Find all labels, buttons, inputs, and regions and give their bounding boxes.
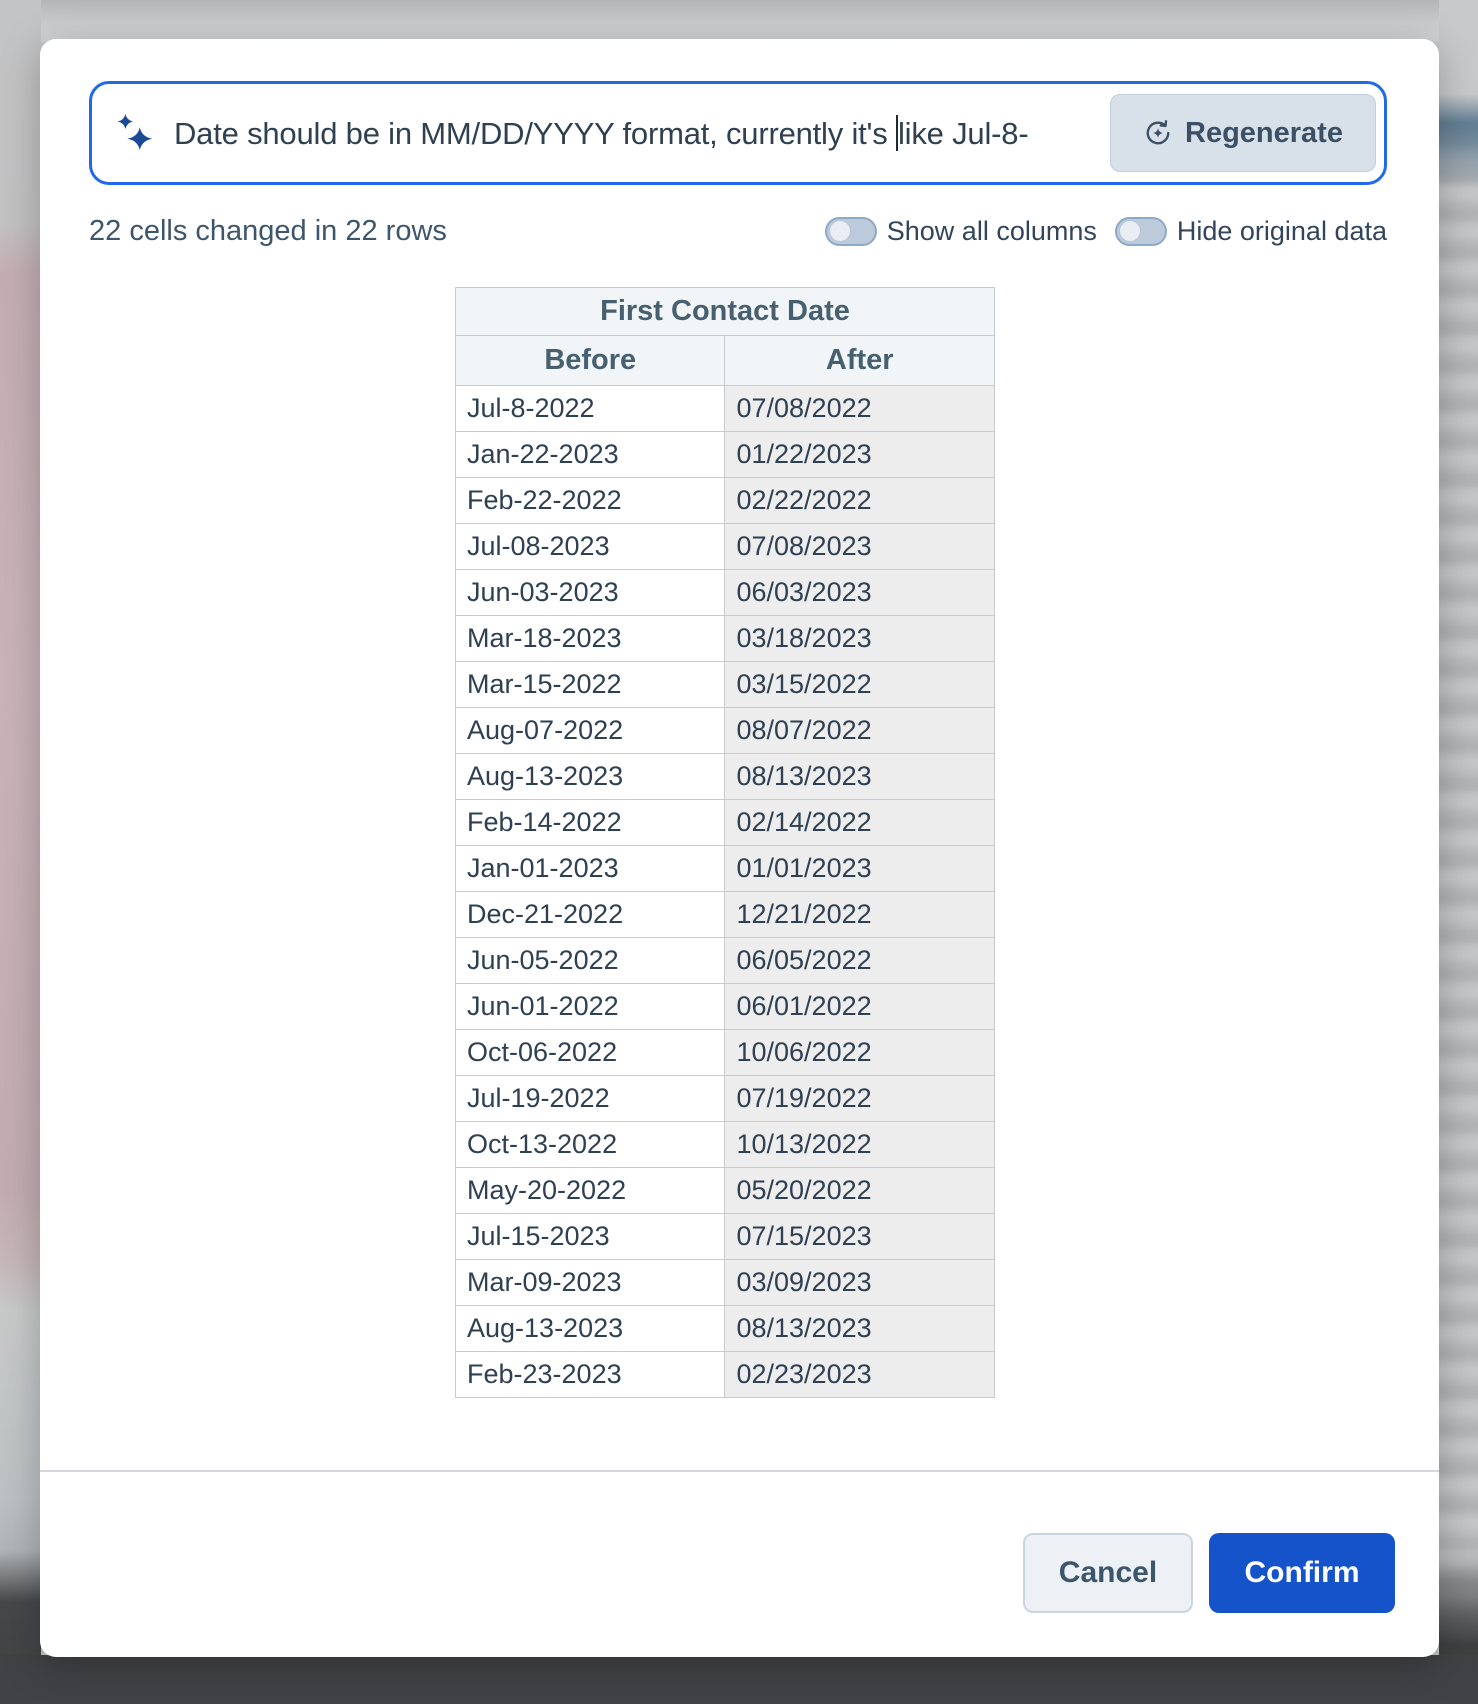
table-row	[456, 1030, 995, 1076]
table-row	[456, 1306, 995, 1352]
transform-confirmation-dialog	[40, 39, 1439, 1657]
toggle-knob	[1119, 220, 1141, 242]
table-row	[456, 708, 995, 754]
background-blur-tint	[1439, 0, 1478, 1704]
hide-original-data-label: Hide original data	[1176, 215, 1387, 246]
column-group-header: First Contact Date	[456, 288, 995, 336]
table-row	[456, 570, 995, 616]
after-cell: 01/22/2023	[725, 432, 995, 478]
before-cell: Feb-14-2022	[456, 800, 725, 846]
after-cell: 08/13/2023	[725, 754, 995, 800]
footer-divider	[40, 1470, 1439, 1472]
before-cell: Aug-13-2023	[456, 754, 725, 800]
prompt-input[interactable]	[89, 81, 1387, 185]
after-cell: 03/18/2023	[725, 616, 995, 662]
regenerate-button[interactable]	[1110, 94, 1376, 172]
after-cell: 08/13/2023	[725, 1306, 995, 1352]
table-row	[456, 386, 995, 432]
after-cell: 06/01/2022	[725, 984, 995, 1030]
table-row	[456, 1168, 995, 1214]
table-row	[456, 938, 995, 984]
before-cell: Jul-19-2022	[456, 1076, 725, 1122]
hide-original-data-toggle-wrap	[1115, 216, 1387, 247]
after-cell: 06/03/2023	[725, 570, 995, 616]
table-row	[456, 984, 995, 1030]
after-cell: 05/20/2022	[725, 1168, 995, 1214]
table-row	[456, 524, 995, 570]
after-cell: 07/08/2022	[725, 386, 995, 432]
after-cell: 07/08/2023	[725, 524, 995, 570]
before-cell: Jun-01-2022	[456, 984, 725, 1030]
before-cell: Mar-15-2022	[456, 662, 725, 708]
diff-table	[455, 287, 995, 1398]
table-row	[456, 1260, 995, 1306]
before-cell: Mar-09-2023	[456, 1260, 725, 1306]
before-cell: Dec-21-2022	[456, 892, 725, 938]
cancel-label: Cancel	[1058, 1556, 1158, 1589]
table-row	[456, 800, 995, 846]
hide-original-data-toggle[interactable]	[1115, 217, 1167, 246]
after-cell: 02/23/2023	[725, 1352, 995, 1398]
background-blur-top	[0, 0, 1478, 42]
before-cell: Oct-13-2022	[456, 1122, 725, 1168]
background-blur-right	[1439, 0, 1478, 1704]
show-all-columns-label: Show all columns	[886, 215, 1097, 246]
background-blur-bottom	[0, 1655, 1478, 1704]
column-header-row	[456, 336, 995, 386]
confirm-button[interactable]	[1209, 1533, 1395, 1613]
prompt-text-before-caret: Date should be in MM/DD/YYYY format, currently it's	[174, 115, 896, 151]
group-header-row	[456, 288, 995, 336]
before-cell: Feb-23-2023	[456, 1352, 725, 1398]
table-row	[456, 616, 995, 662]
cancel-button[interactable]	[1023, 1533, 1193, 1613]
after-cell: 03/09/2023	[725, 1260, 995, 1306]
after-cell: 03/15/2022	[725, 662, 995, 708]
background-blur-left	[0, 0, 41, 1704]
after-cell: 08/07/2022	[725, 708, 995, 754]
after-cell: 10/06/2022	[725, 1030, 995, 1076]
show-all-columns-toggle-wrap	[825, 216, 1097, 247]
after-cell: 01/01/2023	[725, 846, 995, 892]
cells-changed-summary: 22 cells changed in 22 rows	[89, 214, 447, 247]
regenerate-icon	[1143, 118, 1173, 148]
table-row	[456, 846, 995, 892]
before-cell: Jun-03-2023	[456, 570, 725, 616]
before-cell: May-20-2022	[456, 1168, 725, 1214]
after-column-header: After	[725, 336, 995, 386]
summary-row	[89, 207, 1387, 255]
toggle-group	[825, 216, 1387, 247]
before-cell: Aug-13-2023	[456, 1306, 725, 1352]
before-cell: Jun-05-2022	[456, 938, 725, 984]
confirm-label: Confirm	[1244, 1556, 1360, 1589]
table-row	[456, 1122, 995, 1168]
toggle-knob	[829, 220, 851, 242]
before-cell: Feb-22-2022	[456, 478, 725, 524]
diff-table-wrap	[455, 287, 995, 1398]
prompt-text-after-caret: like Jul-8-	[898, 115, 1029, 151]
before-column-header: Before	[456, 336, 725, 386]
table-row	[456, 1076, 995, 1122]
before-cell: Jan-22-2023	[456, 432, 725, 478]
after-cell: 06/05/2022	[725, 938, 995, 984]
before-cell: Jul-15-2023	[456, 1214, 725, 1260]
after-cell: 10/13/2022	[725, 1122, 995, 1168]
before-cell: Oct-06-2022	[456, 1030, 725, 1076]
after-cell: 07/19/2022	[725, 1076, 995, 1122]
before-cell: Jan-01-2023	[456, 846, 725, 892]
table-row	[456, 892, 995, 938]
table-row	[456, 1352, 995, 1398]
after-cell: 02/14/2022	[725, 800, 995, 846]
table-row	[456, 432, 995, 478]
before-cell: Aug-07-2022	[456, 708, 725, 754]
after-cell: 07/15/2023	[725, 1214, 995, 1260]
show-all-columns-toggle[interactable]	[825, 217, 877, 246]
table-row	[456, 1214, 995, 1260]
sparkles-icon	[112, 110, 158, 156]
before-cell: Jul-08-2023	[456, 524, 725, 570]
table-row	[456, 478, 995, 524]
footer-actions	[1023, 1533, 1395, 1613]
regenerate-label: Regenerate	[1185, 116, 1343, 149]
after-cell: 12/21/2022	[725, 892, 995, 938]
diff-table-body	[456, 386, 995, 1398]
table-row	[456, 754, 995, 800]
before-cell: Mar-18-2023	[456, 616, 725, 662]
table-row	[456, 662, 995, 708]
after-cell: 02/22/2022	[725, 478, 995, 524]
before-cell: Jul-8-2022	[456, 386, 725, 432]
